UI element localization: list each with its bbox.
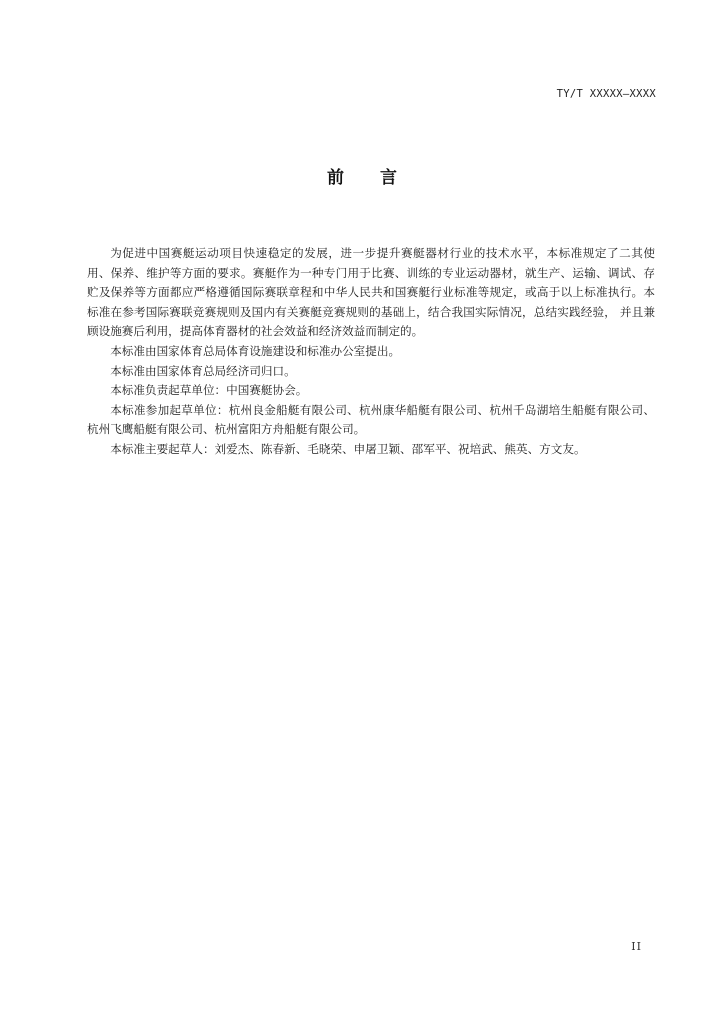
paragraph-participating-units: 本标准参加起草单位：杭州良金船艇有限公司、杭州康华船艇有限公司、杭州千岛湖培生船艇有限公司、杭州飞鹰船艇有限公司、杭州富阳方舟船艇有限公司。 [87,402,655,437]
preface-body [87,244,655,460]
page-number: II [631,940,642,953]
paragraph-proposed-by: 本标准由国家体育总局体育设施建设和标准办公室提出。 [110,343,401,358]
page-title: 前言 [327,168,433,188]
standard-code: TY/T XXXXX—XXXX [556,88,656,100]
paragraph-purpose: 为促进中国赛艇运动项目快速稳定的发展，进一步提升赛艇器材行业的技术水平，本标准规定了二其使用、保养、维护等方面的要求。赛艇作为一种专门用于比赛、训练的专业运动器材，就生产、运输、调试、存贮及保养等方面都应严格遵循国际赛联章程和中华人民共和国赛艇行业标准等规定，或高于以上标准执行。本标准在参考国际赛联竞赛规则及国内有关赛艇竞赛规则的基础上，结合我国实际情况，总结实践经验， 并且兼顾设施赛后利用，提高体育器材的社会效益和经济效益而制定的。 [87,246,655,339]
paragraph-main-drafters: 本标准主要起草人：刘爱杰、陈春新、毛晓荣、申屠卫颖、邵军平、祝培武、熊英、方文友。 [110,441,586,456]
paragraph-lead-drafting-unit: 本标准负责起草单位：中国赛艇协会。 [110,383,308,398]
paragraph-administered-by: 本标准由国家体育总局经济司归口。 [110,363,296,378]
